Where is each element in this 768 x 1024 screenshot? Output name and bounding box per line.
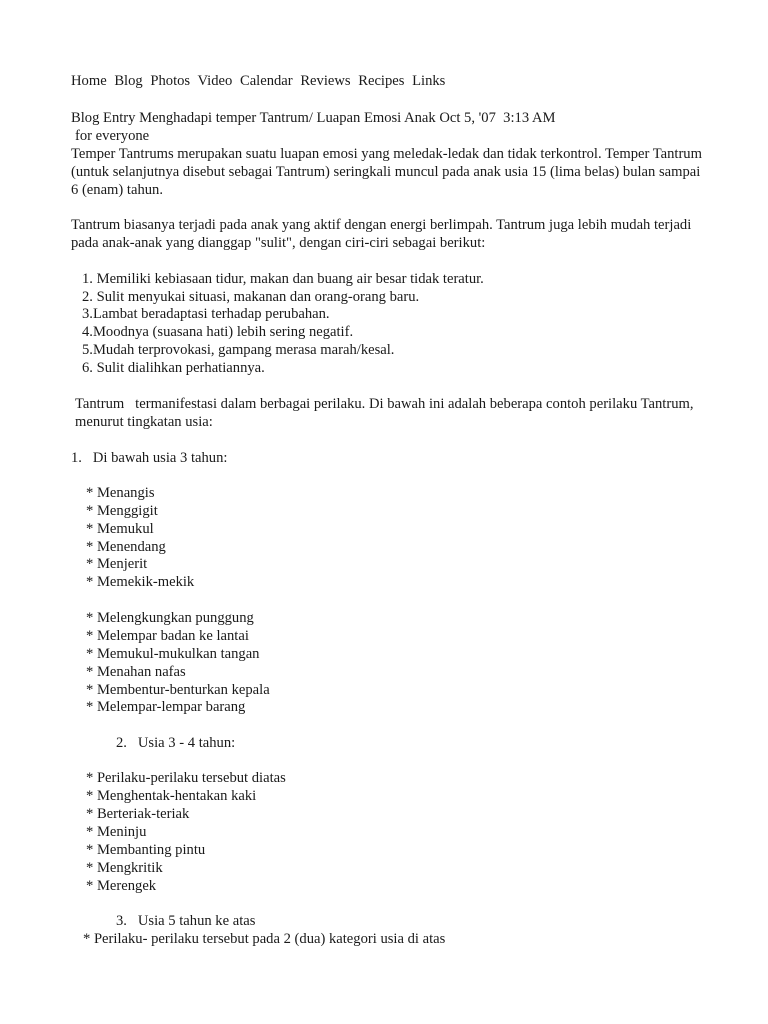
list-item: * Melempar badan ke lantai: [86, 628, 249, 644]
difficult-child-paragraph: Tantrum biasanya terjadi pada anak yang aktif dengan energi berlimpah. Tantrum juga lebih mudah terjadi pada anak-anak yang dianggap "sulit", dengan ciri-ciri sebagai berikut:: [71, 217, 695, 251]
nav-link-links[interactable]: Links: [412, 73, 446, 89]
list-item: * Merengek: [86, 878, 157, 894]
list-item: 3.Lambat beradaptasi terhadap perubahan.: [82, 306, 330, 322]
list-item: * Menahan nafas: [86, 664, 186, 680]
list-item: * Memukul-mukulkan tangan: [86, 646, 260, 662]
list-item: * Melengkungkan punggung: [86, 610, 254, 626]
list-item: * Menangis: [86, 485, 155, 501]
list-item: 2. Sulit menyukai situasi, makanan dan orang-orang baru.: [82, 289, 420, 305]
nav-link-home[interactable]: Home: [71, 73, 107, 89]
behavior-intro-paragraph: Tantrum termanifestasi dalam berbagai perilaku. Di bawah ini adalah beberapa contoh perilaku Tantrum, menurut tingkatan usia:: [75, 396, 698, 430]
nav-link-video[interactable]: Video: [197, 73, 233, 89]
list-item: * Menggigit: [86, 503, 158, 519]
intro-paragraph: Temper Tantrums merupakan suatu luapan emosi yang meledak-ledak dan tidak terkontrol. Temper Tantrum (untuk selanjutnya disebut sebagai Tantrum) seringkali muncul pada anak usia 15 (lima belas) bulan sampai 6 (enam) tahun.: [71, 146, 706, 198]
list-item: * Meninju: [86, 824, 147, 840]
entry-title: Blog Entry Menghadapi temper Tantrum/ Luapan Emosi Anak Oct 5, '07 3:13 AM: [71, 110, 556, 126]
nav-link-photos[interactable]: Photos: [150, 73, 191, 89]
list-item: * Melempar-lempar barang: [86, 699, 246, 715]
list-item: * Mengkritik: [86, 860, 163, 876]
list-item: 1. Memiliki kebiasaan tidur, makan dan buang air besar tidak teratur.: [82, 271, 484, 287]
age-group-heading: 2. Usia 3 - 4 tahun:: [116, 735, 236, 751]
entry-audience: for everyone: [75, 128, 150, 144]
nav-link-reviews[interactable]: Reviews: [300, 73, 351, 89]
list-item: 6. Sulit dialihkan perhatiannya.: [82, 360, 265, 376]
list-item: * Memekik-mekik: [86, 574, 195, 590]
top-navigation: [71, 73, 445, 91]
list-item: * Perilaku- perilaku tersebut pada 2 (dua) kategori usia di atas: [83, 931, 446, 947]
nav-link-calendar[interactable]: Calendar: [239, 73, 293, 89]
list-item: * Menendang: [86, 539, 166, 555]
list-item: * Memukul: [86, 521, 154, 537]
age-group-heading: 3. Usia 5 tahun ke atas: [116, 913, 256, 929]
nav-link-recipes[interactable]: Recipes: [358, 73, 405, 89]
list-item: * Berteriak-teriak: [86, 806, 190, 822]
list-item: * Membentur-benturkan kepala: [86, 682, 270, 698]
list-item: * Menjerit: [86, 556, 148, 572]
list-item: 4.Moodnya (suasana hati) lebih sering negatif.: [82, 324, 354, 340]
age-group-heading: 1. Di bawah usia 3 tahun:: [71, 450, 228, 466]
list-item: 5.Mudah terprovokasi, gampang merasa marah/kesal.: [82, 342, 395, 358]
list-item: * Membanting pintu: [86, 842, 206, 858]
nav-link-blog[interactable]: Blog: [114, 73, 143, 89]
list-item: * Menghentak-hentakan kaki: [86, 788, 257, 804]
list-item: * Perilaku-perilaku tersebut diatas: [86, 770, 286, 786]
